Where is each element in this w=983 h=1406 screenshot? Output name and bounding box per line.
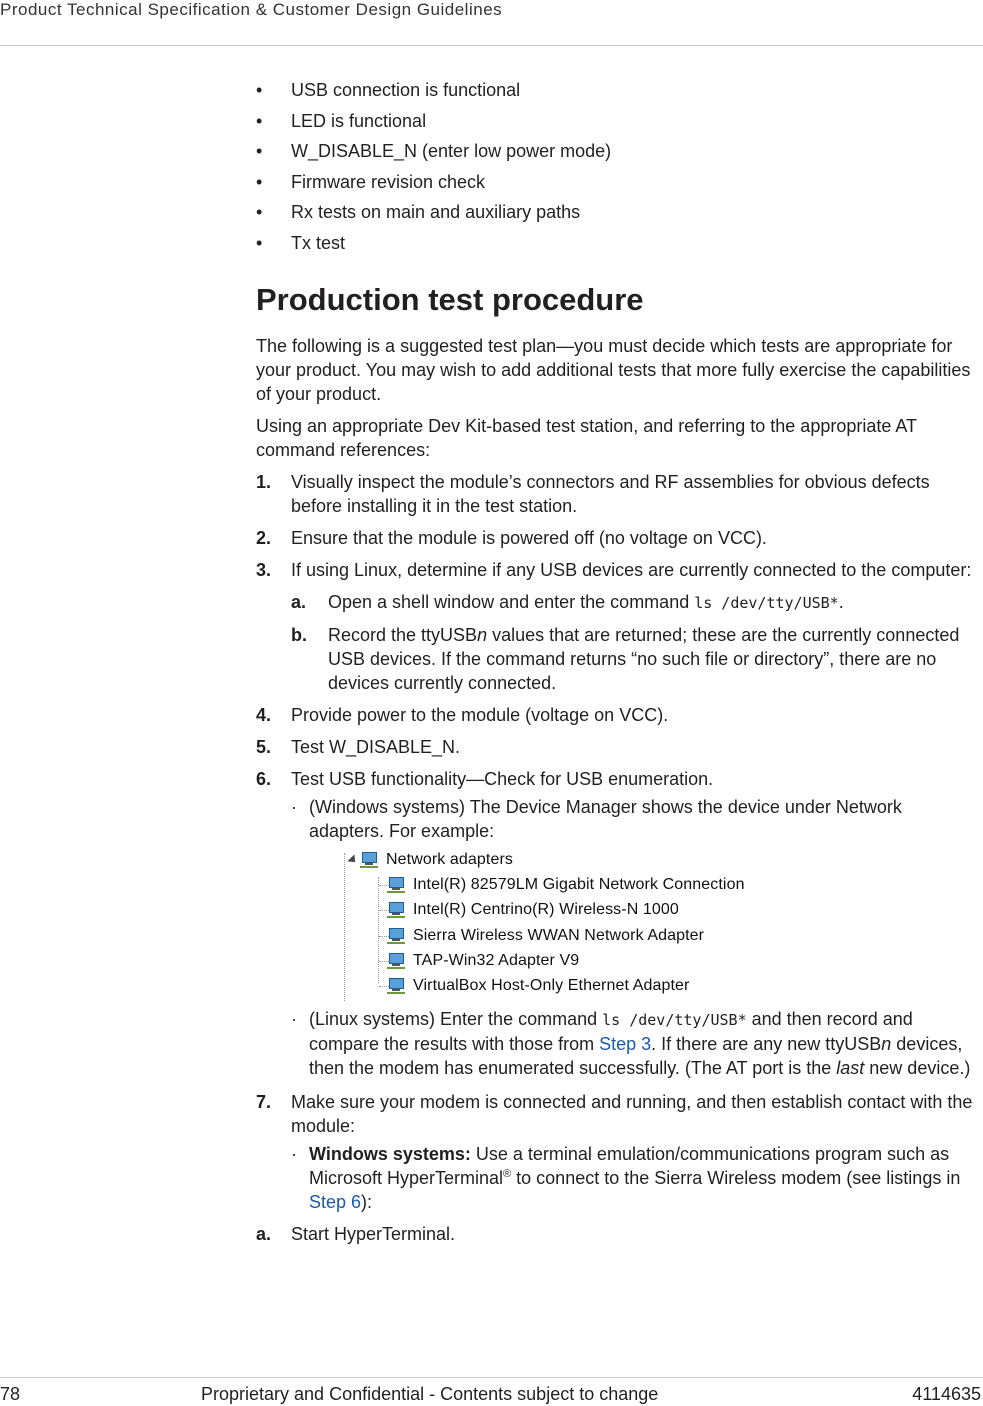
registered-mark: ®: [503, 1167, 512, 1180]
station-paragraph: Using an appropriate Dev Kit-based test station, and referring to the appropriate AT command references:: [256, 415, 917, 460]
step-text: Start HyperTerminal.: [291, 1223, 456, 1244]
step-number: 1.: [256, 471, 272, 492]
confidentiality-notice: Proprietary and Confidential - Contents subject to change: [201, 1384, 659, 1404]
substep-text: values that are returned; these are the currently connected USB devices. If the command returns “no such file or directory”, there are no devices currently connected.: [328, 624, 960, 693]
list-item: • LED is functional: [256, 109, 981, 133]
bullet-dot: ·: [291, 1143, 297, 1164]
list-item: • Tx test: [256, 231, 981, 255]
step-text: Ensure that the module is powered off (no voltage on VCC).: [291, 527, 767, 548]
network-adapter-icon: [387, 877, 405, 893]
network-adapter-icon: [360, 852, 378, 868]
step-number: 5.: [256, 736, 272, 757]
emphasis-text: last: [836, 1057, 865, 1078]
list-item: • Firmware revision check: [256, 170, 981, 194]
step-text: Provide power to the module (voltage on VCC).: [291, 704, 669, 725]
substep-letter: a.: [256, 1223, 272, 1244]
list-item: • W_DISABLE_N (enter low power mode): [256, 139, 981, 163]
running-header: Product Technical Specification & Customer Design Guidelines: [0, 0, 503, 19]
tree-item[interactable]: [387, 950, 579, 972]
intro-paragraph: The following is a suggested test plan—you must decide which tests are appropriate for your product. You may wish to add additional tests that more fully exercise the capabilities of your product.: [256, 335, 971, 404]
step-number: 6.: [256, 768, 272, 789]
tree-root[interactable]: [360, 849, 513, 871]
step-6: [256, 767, 981, 1080]
step-1: [256, 470, 981, 518]
step-text: Visually inspect the module’s connectors and RF assemblies for obvious defects before installing it in the test station.: [291, 471, 930, 516]
note-text: Use a terminal emulation/communications program such as Microsoft HyperTerminal: [309, 1143, 950, 1188]
step-text: Test USB functionality—Check for USB enumeration.: [291, 768, 714, 789]
footer-rule: [0, 1377, 983, 1378]
step-number: 4.: [256, 704, 272, 725]
substep-letter: b.: [291, 624, 307, 645]
page-number: 78: [0, 1384, 21, 1404]
bullet-dot: ·: [291, 1008, 297, 1029]
substep-letter: a.: [291, 591, 307, 612]
document-number: 4114635: [912, 1384, 981, 1404]
note-text: and then record and compare the results with those from: [309, 1008, 913, 1054]
note-text: (Linux systems) Enter the command: [309, 1008, 603, 1029]
test-list: [256, 78, 981, 255]
step-3a: [291, 590, 981, 615]
network-adapter-icon: [387, 978, 405, 994]
network-adapter-icon: [387, 928, 405, 944]
note-label: Windows systems:: [309, 1143, 471, 1164]
windows-systems-note: [291, 1142, 981, 1214]
variable-text: n: [881, 1033, 892, 1054]
step-number: 7.: [256, 1091, 272, 1112]
variable-text: n: [477, 624, 488, 645]
tree-label: Intel(R) Centrino(R) Wireless-N 1000: [413, 900, 679, 918]
tree-label: VirtualBox Host-Only Ethernet Adapter: [413, 976, 690, 994]
step-3b: [291, 623, 981, 695]
network-adapter-icon: [387, 953, 405, 969]
step-4: [256, 703, 981, 727]
tree-label: Sierra Wireless WWAN Network Adapter: [413, 926, 705, 944]
step-3: [256, 558, 981, 695]
tree-label: TAP-Win32 Adapter V9: [413, 951, 580, 969]
list-item: • USB connection is functional: [256, 78, 981, 102]
substep-text: Open a shell window and enter the command: [328, 591, 695, 612]
network-adapter-icon: [387, 902, 405, 918]
note-text: devices, then the modem has enumerated successfully. (The AT port is the: [309, 1033, 963, 1078]
device-manager-tree: [344, 849, 784, 1001]
tree-item[interactable]: [387, 975, 689, 997]
step-7a: [256, 1222, 981, 1246]
step-number: 3.: [256, 559, 272, 580]
tree-item[interactable]: [387, 899, 679, 921]
step-3-link[interactable]: Step 3: [599, 1033, 652, 1054]
tree-guide: [378, 877, 379, 983]
tree-item[interactable]: [387, 874, 745, 896]
step-number: 2.: [256, 527, 272, 548]
substep-text: .: [838, 591, 844, 612]
step-text: Test W_DISABLE_N.: [291, 736, 461, 757]
header-rule: [0, 45, 983, 46]
note-text: (Windows systems) The Device Manager shows the device under Network adapters. For example:: [309, 796, 902, 841]
step-5: [256, 735, 981, 759]
tree-item[interactable]: [387, 925, 704, 947]
step-text: Make sure your modem is connected and running, and then establish contact with the module:: [291, 1091, 973, 1136]
tree-label: Intel(R) 82579LM Gigabit Network Connection: [413, 875, 745, 893]
step-7: [256, 1090, 981, 1214]
note-text: ):: [361, 1191, 373, 1212]
note-text: new device.): [864, 1057, 971, 1078]
note-text: to connect to the Sierra Wireless modem (see listings in: [511, 1167, 961, 1188]
bullet-dot: ·: [291, 796, 297, 817]
command-text: ls /dev/tty/USB*: [694, 593, 839, 612]
collapse-arrow-icon[interactable]: [347, 854, 358, 865]
tree-label: Network adapters: [386, 850, 513, 868]
tree-guide: [344, 853, 345, 1001]
section-heading: Production test procedure: [256, 281, 644, 317]
step-text: If using Linux, determine if any USB devices are currently connected to the computer:: [291, 559, 972, 580]
command-text: ls /dev/tty/USB*: [602, 1010, 747, 1029]
windows-note: [291, 795, 981, 843]
substep-text: Record the ttyUSB: [328, 624, 478, 645]
main-content: [256, 78, 981, 1254]
list-item: • Rx tests on main and auxiliary paths: [256, 200, 981, 224]
step-2: [256, 526, 981, 550]
linux-note: [291, 1007, 981, 1080]
note-text: . If there are any new ttyUSB: [651, 1033, 882, 1054]
step-6-link[interactable]: Step 6: [309, 1191, 362, 1212]
